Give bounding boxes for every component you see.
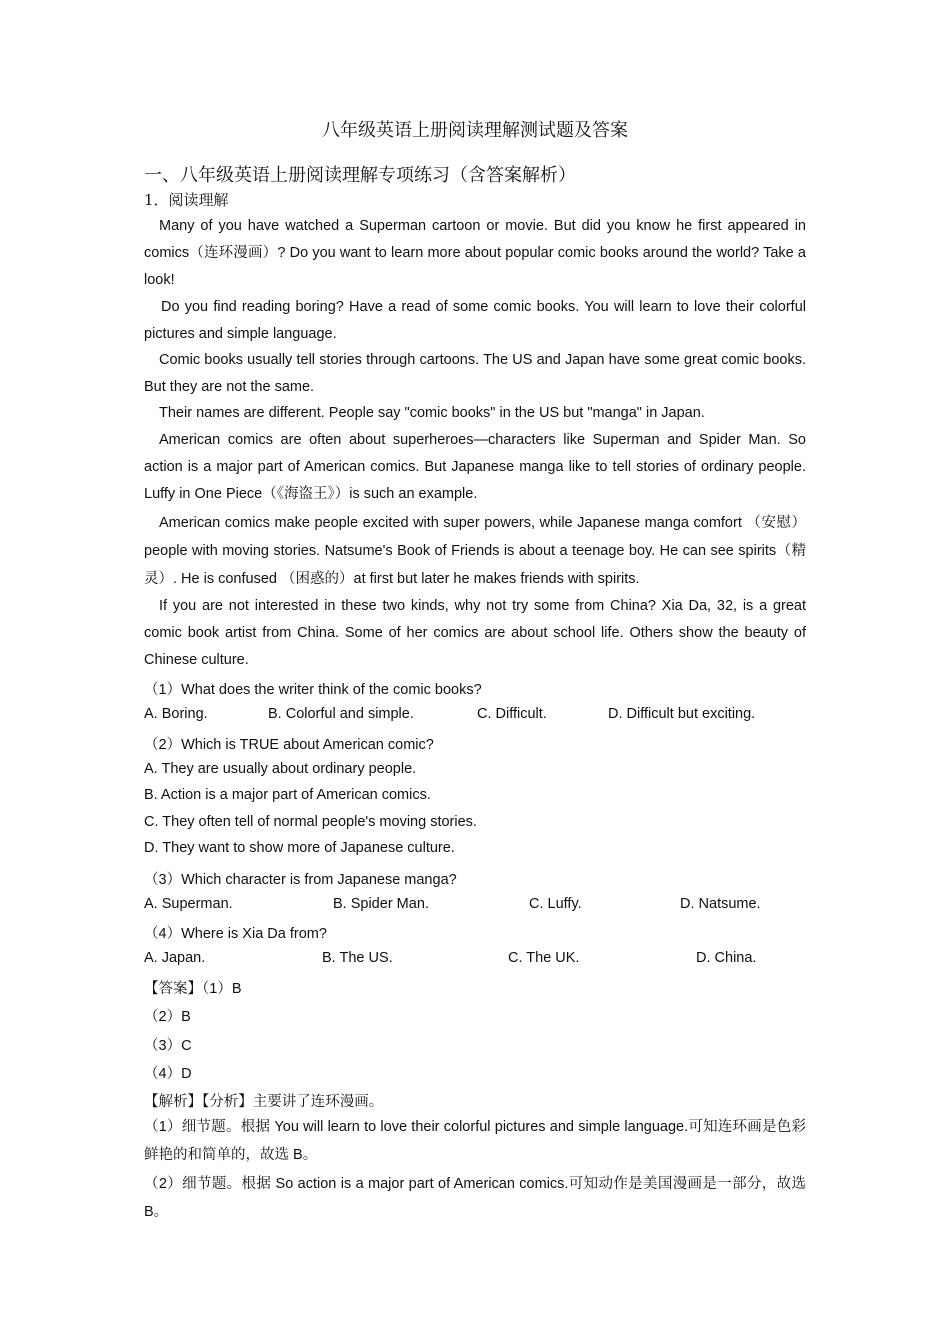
option: B. The US.	[322, 950, 393, 966]
passage-paragraph: American comics are often about superheroes—characters like Superman and Spider Man. So action is a major part of American comics. But Japanese manga like to tell stories of ordinary people. Luffy in One Piece（《海盗王》）is such an example.	[144, 432, 806, 502]
answer-line: 【答案】（1）B	[144, 981, 242, 997]
question-heading: 1．阅读理解	[144, 191, 229, 209]
option: A. They are usually about ordinary people.	[144, 761, 417, 777]
analysis-heading: 【解析】【分析】主要讲了连环漫画。	[144, 1094, 384, 1110]
question-stem: （2）Which is TRUE about American comic?	[144, 737, 434, 753]
option: A. Japan.	[144, 950, 206, 966]
answer-line: （2）B	[144, 1009, 191, 1025]
option: B. Spider Man.	[333, 896, 429, 912]
question-stem: （1）What does the writer think of the comic books?	[144, 682, 482, 698]
option: D. Natsume.	[680, 896, 761, 912]
option: D. China.	[696, 950, 757, 966]
answer-line: （3）C	[144, 1038, 192, 1054]
answer-line: （4）D	[144, 1066, 192, 1082]
page-title: 八年级英语上册阅读理解测试题及答案	[322, 120, 628, 141]
option: C. They often tell of normal people's moving stories.	[144, 814, 477, 830]
passage-paragraph: Many of you have watched a Superman cartoon or movie. But did you know he first appeared in comics（连环漫画）? Do you want to learn more about popular comic books around the world? Take a look!	[144, 218, 806, 288]
section-heading: 一、八年级英语上册阅读理解专项练习（含答案解析）	[144, 165, 576, 186]
option: C. Luffy.	[529, 896, 582, 912]
option: B. Action is a major part of American comics.	[144, 787, 431, 803]
analysis-paragraph: （2）细节题。根据 So action is a major part of American comics.可知动作是美国漫画是一部分，故选 B。	[144, 1176, 806, 1220]
option: D. They want to show more of Japanese culture.	[144, 840, 455, 856]
passage-paragraph: Comic books usually tell stories through cartoons. The US and Japan have some great comic books. But they are not the same.	[144, 352, 806, 395]
passage-paragraph: Their names are different. People say "comic books" in the US but "manga" in Japan.	[159, 405, 705, 421]
option: A. Superman.	[144, 896, 233, 912]
option: A. Boring.	[144, 706, 208, 722]
option: C. The UK.	[508, 950, 580, 966]
option: B. Colorful and simple.	[268, 706, 414, 722]
question-stem: （4）Where is Xia Da from?	[144, 926, 327, 942]
passage-paragraph: If you are not interested in these two kinds, why not try some from China? Xia Da, 32, is a great comic book artist from China. Some of her comics are about school life. Others show the beauty of Chinese culture.	[144, 598, 806, 668]
passage-paragraph: American comics make people excited with super powers, while Japanese manga comfort （安慰）people with moving stories. Natsume's Book of Friends is about a teenage boy. He can see spirits（精灵）. He is confused （困惑的）at first but later he makes friends with spirits.	[144, 515, 806, 587]
question-stem: （3）Which character is from Japanese manga?	[144, 872, 457, 888]
option: D. Difficult but exciting.	[608, 706, 756, 722]
option: C. Difficult.	[477, 706, 547, 722]
analysis-paragraph: （1）细节题。根据 You will learn to love their colorful pictures and simple language.可知连环画是色彩鲜艳的和简单的，故选 B。	[144, 1119, 806, 1163]
passage-paragraph: Do you find reading boring? Have a read of some comic books. You will learn to love their colorful pictures and simple language.	[144, 299, 806, 342]
